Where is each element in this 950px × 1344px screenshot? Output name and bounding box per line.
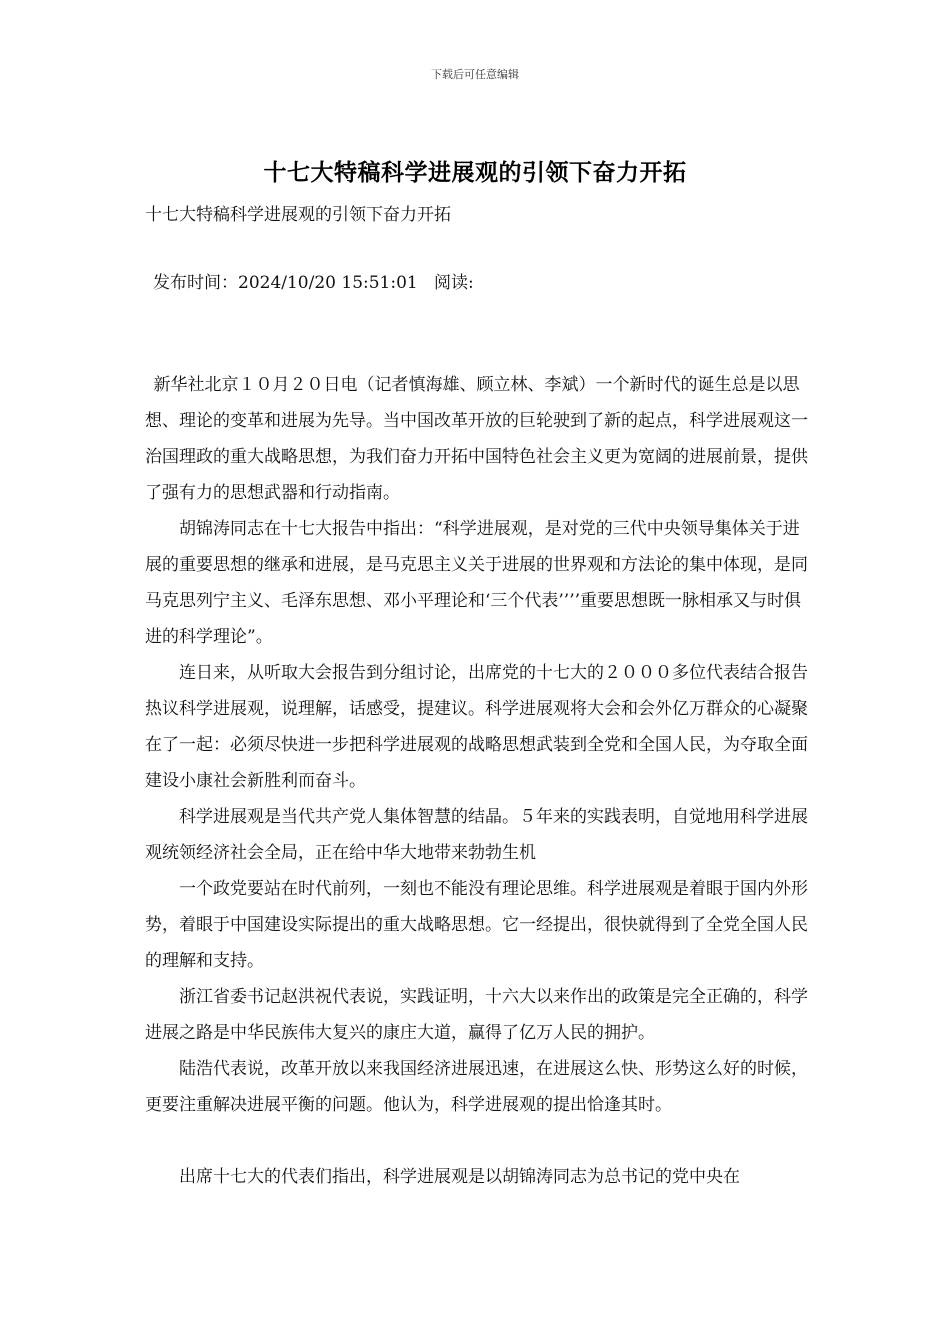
document-subtitle: 十七大特稿科学进展观的引领下奋力开拓 — [145, 205, 451, 225]
paragraph-5: 一个政党要站在时代前列，一刻也不能没有理论思维。科学进展观是着眼于国内外形势，着眼于中国建设实际提出的重大战略思想。它一经提出，很快就得到了全党全国人民的理解和支持。 — [145, 879, 808, 971]
read-label: 阅读: — [433, 273, 474, 293]
paragraph-6: 浙江省委书记赵洪祝代表说，实践证明，十六大以来作出的政策是完全正确的，科学进展之路是中华民族伟大复兴的康庄大道，赢得了亿万人民的拥护。 — [145, 987, 808, 1043]
article-body — [145, 367, 809, 1195]
paragraph-4: 科学进展观是当代共产党人集体智慧的结晶。５年来的实践表明，自觉地用科学进展观统领经济社会全局，正在给中华大地带来勃勃生机 — [145, 807, 808, 863]
paragraph-1: 新华社北京１０月２０日电（记者慎海雄、顾立林、李斌）一个新时代的诞生总是以思想、理论的变革和进展为先导。当中国改革开放的巨轮驶到了新的起点，科学进展观这一治国理政的重大战略思想，为我们奋力开拓中国特色社会主义更为宽阔的进展前景，提供了强有力的思想武器和行动指南。 — [145, 375, 808, 503]
paragraph-8: 出席十七大的代表们指出，科学进展观是以胡锦涛同志为总书记的党中央在 — [179, 1167, 740, 1187]
paragraph-3: 连日来，从听取大会报告到分组讨论，出席党的十七大的２０００多位代表结合报告热议科学进展观，说理解，话感受，提建议。科学进展观将大会和会外亿万群众的心凝聚在了一起：必须尽快进一步把科学进展观的战略思想武装到全党和全国人民，为夺取全面建设小康社会新胜利而奋斗。 — [145, 663, 808, 791]
paragraph-2: 胡锦涛同志在十七大报告中指出：“科学进展观，是对党的三代中央领导集体关于进展的重要思想的继承和进展，是马克思主义关于进展的世界观和方法论的集中体现，是同马克思列宁主义、毛泽东思想、邓小平理论和‘三个代表’’’’重要思想既一脉相承又与时俱进的科学理论”。 — [145, 519, 808, 647]
header-note: 下载后可任意编辑 — [431, 68, 519, 81]
paragraph-7: 陆浩代表说，改革开放以来我国经济进展迅速，在进展这么快、形势这么好的时候，更要注重解决进展平衡的问题。他认为，科学进展观的提出恰逢其时。 — [145, 1059, 808, 1115]
publish-meta — [153, 268, 474, 293]
publish-time: 2024/10/20 15:51:01 — [238, 273, 418, 293]
publish-label: 发布时间： — [153, 273, 238, 293]
document-title: 十七大特稿科学进展观的引领下奋力开拓 — [263, 159, 687, 186]
